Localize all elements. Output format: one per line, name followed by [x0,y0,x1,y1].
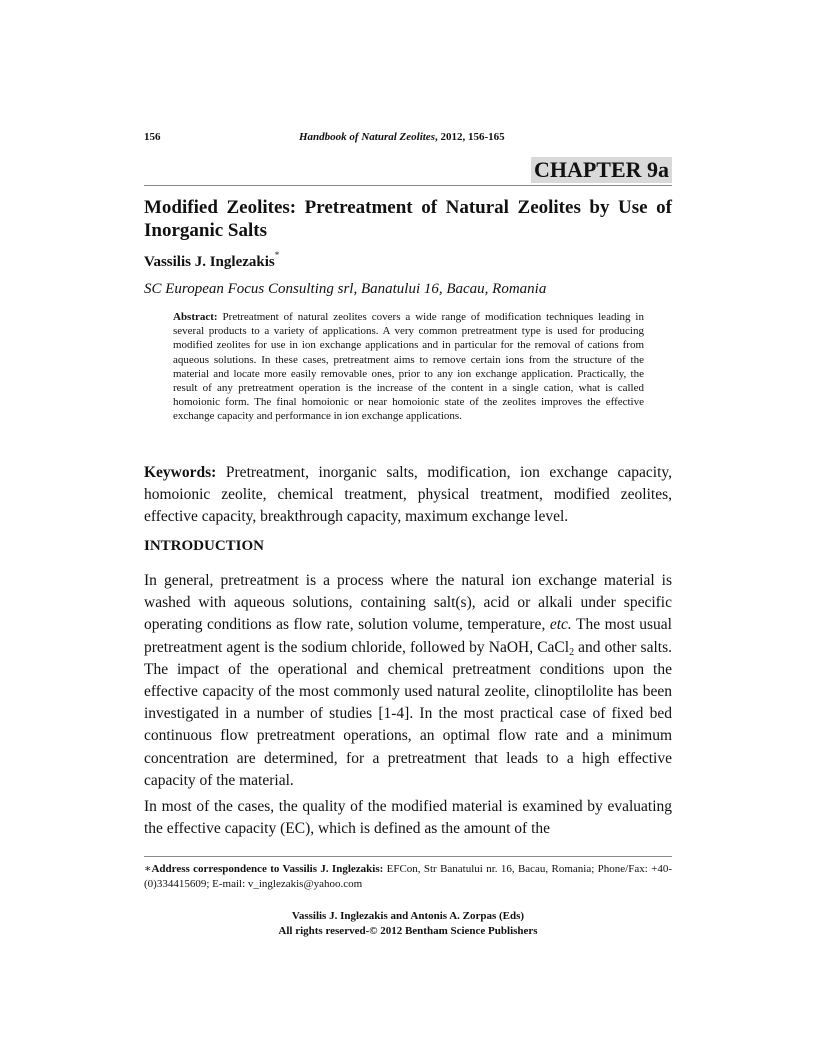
keywords-label: Keywords: [144,464,217,481]
intro-paragraph-1 [144,570,672,792]
intro-paragraph-2: In most of the cases, the quality of the modified material is examined by evaluating the effective capacity (EC), which is defined as the amount of the [144,798,672,838]
footnote-label: Address correspondence to Vassilis J. Inglezakis: [151,863,384,875]
chapter-label: CHAPTER 9a [531,157,672,183]
author-name: Vassilis J. Inglezakis [144,254,275,270]
footnote-mark: ∗ [144,863,152,875]
p1-part-b: The most usual pretreatment agent is the sodium chloride, followed by NaOH, CaCl [144,616,672,656]
correspondence-footnote [144,862,672,891]
page-number: 156 [144,131,161,143]
footnote-text: EFCon, Str Banatului nr. 16, Bacau, Romania; Phone/Fax: +40-(0)334415609; E-mail: v_inglezakis@yahoo.com [144,863,672,890]
author-footnote-mark: * [274,250,280,260]
keywords-text: Pretreatment, inorganic salts, modification, ion exchange capacity, homoionic zeolite, chemical treatment, physical treatment, modified zeolites, effective capacity, breakthrough capacity, maximum exchange level. [144,464,672,525]
abstract [173,310,644,424]
editors-line: Vassilis J. Inglezakis and Antonis A. Zorpas (Eds) [291,910,525,922]
p1-subscript: 2 [569,646,575,658]
footnote-divider [144,856,672,857]
author-line [144,252,279,271]
copyright-line: All rights reserved-© 2012 Bentham Science Publishers [278,924,538,937]
p1-part-c: and other salts. The impact of the operational and chemical pretreatment conditions upon the effective capacity of the most commonly used natural zeolite, clinoptilolite has been investigated in a number of studies [1-4]. In the most practical case of fixed bed continuous flow pretreatment operations, an optimal flow rate and a minimum concentration are determined, for a pretreatment that leads to a high effective capacity of the material. [144,638,672,789]
abstract-label: Abstract: [173,311,218,323]
running-head [144,131,672,147]
publisher-footer [144,909,672,938]
abstract-text: Pretreatment of natural zeolites covers a wide range of modification techniques leading in several products to a variety of applications. A very common pretreatment type is used for producing modified zeolites for use in ion exchange applications and in particular for the removal of cations from aqueous solutions. In these cases, pretreatment aims to remove certain ions from the structure of the material and locate more easily removable ones, prior to any ion exchange application. Practically, the result of any pretreatment operation is the increase of the content in a single cation, what is called homoionic form. The final homoionic or near homoionic state of the zeolites improves the effective exchange capacity and performance in ion exchange applications. [173,311,644,423]
journal-citation [299,131,505,143]
journal-title: Handbook of Natural Zeolites [299,131,435,143]
section-heading-introduction: INTRODUCTION [144,538,265,554]
journal-year-pages: , 2012, 156-165 [434,131,505,143]
header-divider [144,185,672,186]
p1-part-a: In general, pretreatment is a process where the natural ion exchange material is washed with aqueous solutions, containing salt(s), acid or alkali under specific operating conditions as flow rate, solution volume, temperature, [144,572,672,634]
affiliation: SC European Focus Consulting srl, Banatului 16, Bacau, Romania [144,281,547,297]
p1-etc: etc. [549,616,572,634]
keywords [144,462,672,528]
article-title: Modified Zeolites: Pretreatment of Natural Zeolites by Use of Inorganic Salts [144,197,672,241]
